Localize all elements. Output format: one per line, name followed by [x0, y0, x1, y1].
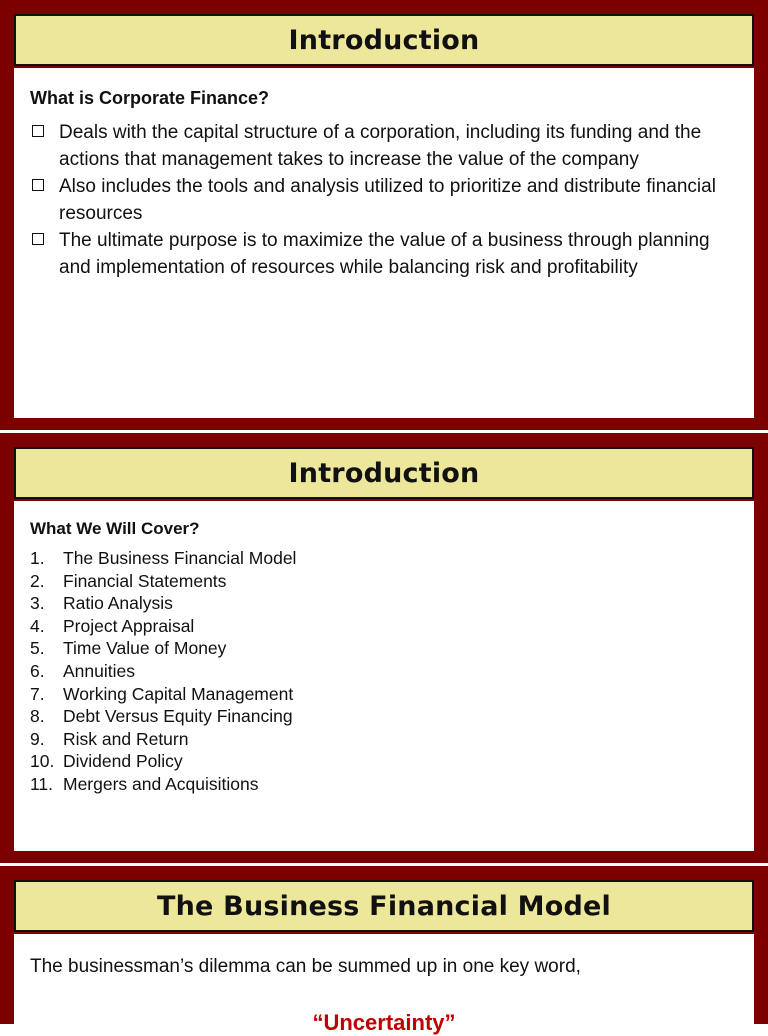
list-number: 3.	[30, 593, 45, 614]
slide-content	[14, 501, 754, 851]
list-number: 5.	[30, 638, 45, 659]
list-text: Mergers and Acquisitions	[63, 773, 259, 794]
list-item	[30, 615, 738, 638]
checkbox-bullet-icon	[32, 233, 44, 245]
slide-content	[14, 934, 754, 1035]
quote-text: “Uncertainty”	[312, 1010, 456, 1035]
list-text: Debt Versus Equity Financing	[63, 706, 293, 727]
checkbox-bullet-icon	[32, 125, 44, 137]
slide-heading: What We Will Cover?	[30, 519, 200, 538]
list-number: 8.	[30, 706, 45, 727]
list-item	[30, 660, 738, 683]
list-text: Financial Statements	[63, 570, 227, 591]
list-number: 2.	[30, 570, 45, 591]
list-item	[30, 683, 738, 706]
list-number: 9.	[30, 728, 45, 749]
list-number: 4.	[30, 615, 45, 636]
slide-1	[0, 0, 768, 430]
list-item	[30, 547, 738, 570]
bullet-text: Deals with the capital structure of a corporation, including its funding and the actions that management takes to increase the value of the company	[59, 122, 702, 170]
list-item	[30, 750, 738, 773]
list-item	[30, 728, 738, 751]
slide-title: Introduction	[14, 14, 754, 66]
slide-2	[0, 433, 768, 863]
list-text: Project Appraisal	[63, 615, 195, 636]
slide-title: Introduction	[14, 447, 754, 499]
list-text: Annuities	[63, 660, 135, 681]
bullet-item	[30, 119, 738, 173]
slide-text: The businessman’s dilemma can be summed up in one key word,	[30, 956, 581, 977]
list-number: 11.	[30, 773, 54, 794]
list-item	[30, 773, 738, 796]
bullet-text: Also includes the tools and analysis utilized to prioritize and distribute financial resources	[59, 176, 716, 224]
list-text: Time Value of Money	[63, 638, 227, 659]
list-text: Ratio Analysis	[63, 593, 173, 614]
bullet-text: The ultimate purpose is to maximize the value of a business through planning and implementation of resources while balancing risk and profitability	[59, 230, 710, 278]
checkbox-bullet-icon	[32, 179, 44, 191]
list-number: 7.	[30, 683, 45, 704]
list-item	[30, 592, 738, 615]
list-item	[30, 637, 738, 660]
slide-3	[0, 866, 768, 1035]
list-text: Risk and Return	[63, 728, 189, 749]
list-text: Working Capital Management	[63, 683, 294, 704]
list-item	[30, 705, 738, 728]
bullet-item	[30, 227, 738, 281]
list-number: 10.	[30, 751, 55, 772]
list-item	[30, 570, 738, 593]
list-text: Dividend Policy	[63, 751, 183, 772]
list-number: 6.	[30, 660, 45, 681]
slide-content	[14, 68, 754, 418]
numbered-list	[30, 547, 738, 796]
bullet-item	[30, 173, 738, 227]
bullet-list	[30, 119, 738, 281]
slide-title: The Business Financial Model	[14, 880, 754, 932]
slide-heading: What is Corporate Finance?	[30, 88, 270, 108]
list-text: The Business Financial Model	[63, 548, 297, 568]
list-number: 1.	[30, 548, 45, 568]
